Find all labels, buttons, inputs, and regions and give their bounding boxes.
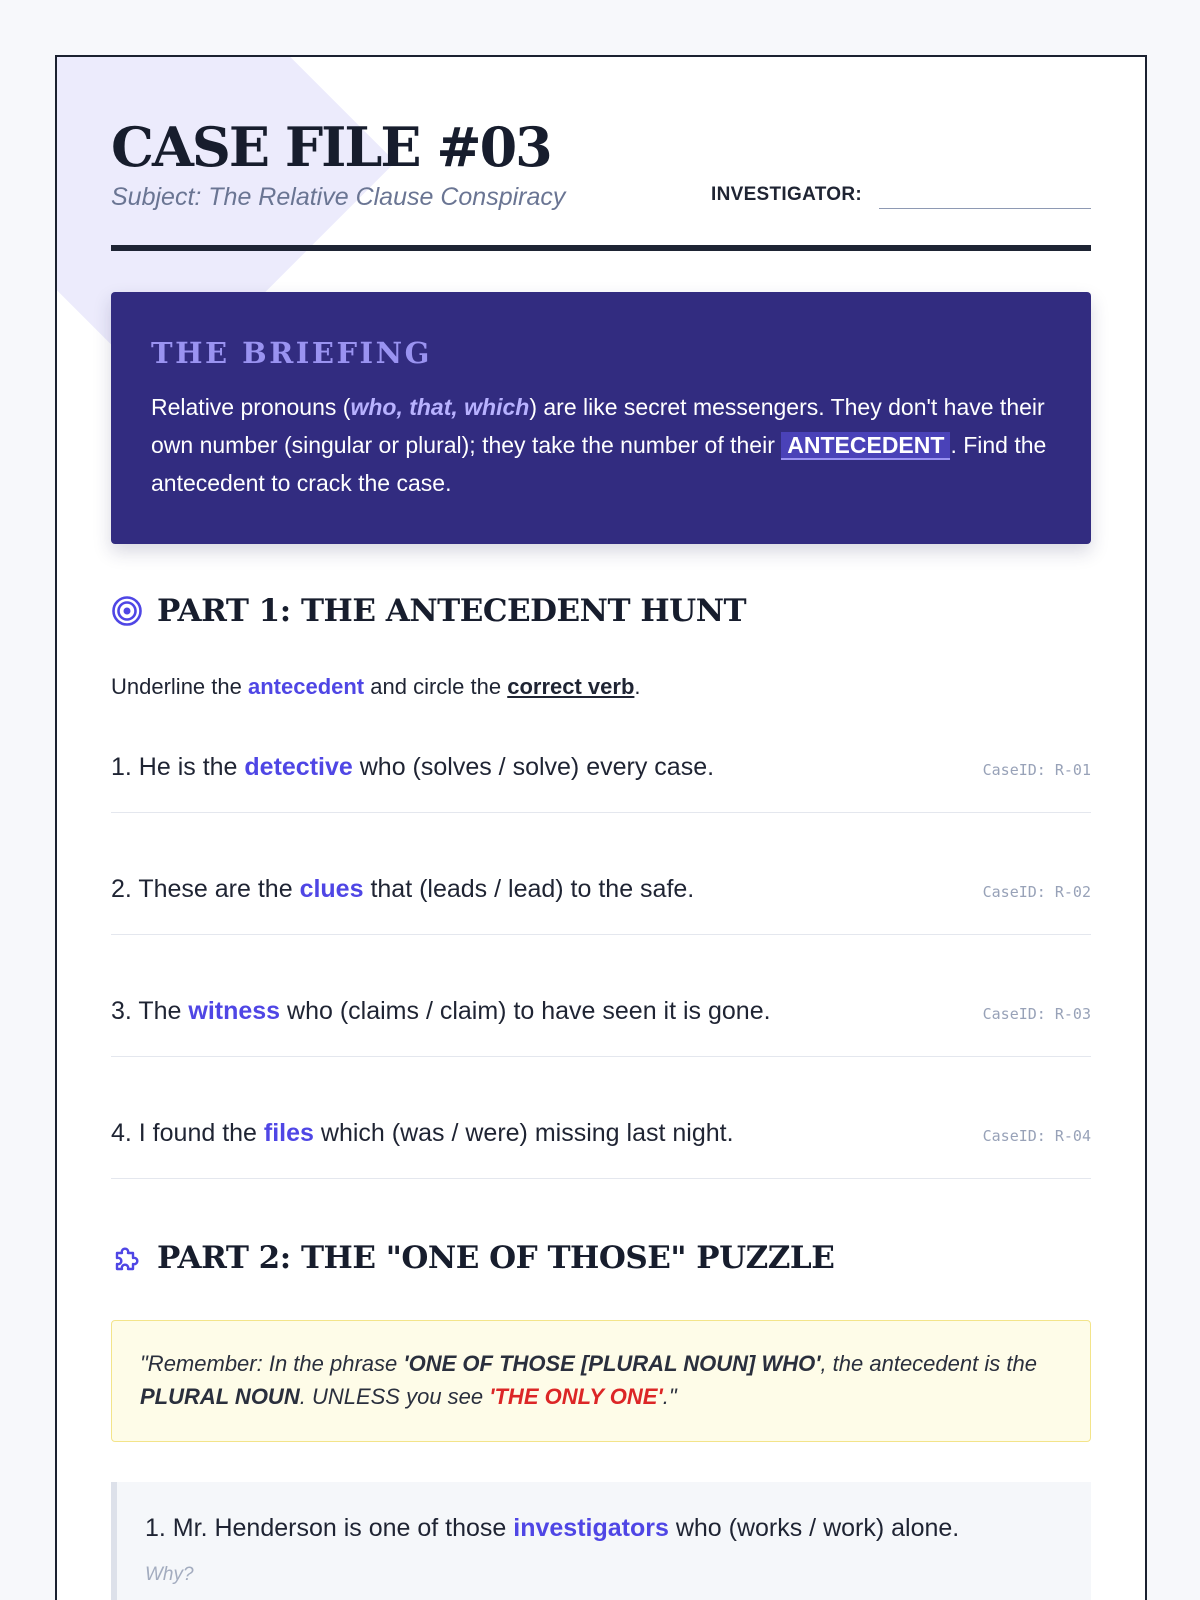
question-text <box>111 753 714 782</box>
question-antecedent[interactable]: files <box>263 1119 314 1147</box>
question-text <box>111 997 771 1026</box>
briefing-panel <box>111 292 1091 544</box>
question-row <box>111 1099 1091 1179</box>
question-post[interactable]: who (claims / claim) to have seen it is gone. <box>280 997 771 1025</box>
rule-callout <box>111 1320 1091 1442</box>
question-antecedent[interactable]: investigators <box>513 1514 669 1542</box>
briefing-text-1: Relative pronouns ( <box>151 394 351 420</box>
rule-text-4: ." <box>662 1384 677 1409</box>
rule-text-3: . UNLESS you see <box>299 1384 490 1409</box>
worksheet-sheet <box>55 55 1147 1600</box>
instructions-correct-verb: correct verb <box>507 674 635 699</box>
question-antecedent[interactable]: detective <box>244 753 353 781</box>
question-post[interactable]: who (solves / solve) every case. <box>352 753 715 781</box>
question-antecedent[interactable]: witness <box>188 997 281 1025</box>
instructions-text-3: . <box>634 674 641 699</box>
question-row <box>111 977 1091 1057</box>
briefing-antecedent-highlight: ANTECEDENT <box>781 432 950 460</box>
question-pre: 1. Mr. Henderson is one of those <box>145 1514 514 1542</box>
rule-text-1: "Remember: In the phrase <box>140 1351 404 1376</box>
investigator-label: INVESTIGATOR: <box>711 184 862 205</box>
part2-question-card <box>111 1482 1091 1600</box>
page-subtitle: Subject: The Relative Clause Conspiracy <box>111 183 566 211</box>
question-post[interactable]: that (leads / lead) to the safe. <box>363 875 695 903</box>
part1-heading <box>111 593 746 629</box>
question-row <box>111 733 1091 813</box>
rule-plural-noun: PLURAL NOUN <box>140 1384 300 1409</box>
header-divider <box>111 245 1091 251</box>
question-post[interactable]: who (works / work) alone. <box>668 1514 960 1542</box>
puzzle-icon <box>111 1242 143 1274</box>
rule-text-2: , the antecedent is the <box>820 1351 1037 1376</box>
part2-heading <box>111 1240 834 1276</box>
part1-heading-label: PART 1: THE ANTECEDENT HUNT <box>157 593 747 629</box>
instructions-text-1: Underline the <box>111 674 248 699</box>
investigator-name-field[interactable] <box>879 208 1091 209</box>
question-post[interactable]: which (was / were) missing last night. <box>313 1119 734 1147</box>
case-id: CaseID: R-04 <box>982 1127 1091 1145</box>
why-answer-field[interactable]: Why? <box>145 1564 194 1585</box>
target-icon <box>111 595 143 627</box>
briefing-text-3: . Find the antecedent to crack the case. <box>151 432 1047 496</box>
briefing-text <box>151 388 1051 502</box>
briefing-pronouns: who, that, which <box>350 394 530 420</box>
question-pre: 1. He is the <box>111 753 245 781</box>
question-pre: 2. These are the <box>111 875 300 903</box>
case-id: CaseID: R-02 <box>982 883 1091 901</box>
briefing-title: THE BRIEFING <box>151 336 432 370</box>
question-antecedent[interactable]: clues <box>299 875 364 903</box>
question-text <box>111 1119 734 1148</box>
case-id: CaseID: R-01 <box>982 761 1091 779</box>
part2-heading-label: PART 2: THE "ONE OF THOSE" PUZZLE <box>157 1240 835 1276</box>
page-title: CASE FILE #03 <box>111 115 551 179</box>
question-pre: 4. I found the <box>111 1119 264 1147</box>
briefing-text-2: ) are like secret messengers. They don't have their own number (singular or plural); they take the number of their <box>151 394 1045 458</box>
question-row <box>111 855 1091 935</box>
rule-exception: 'THE ONLY ONE' <box>489 1384 663 1409</box>
instructions-antecedent: antecedent <box>247 674 365 699</box>
question-pre: 3. The <box>111 997 189 1025</box>
part2-question-text <box>145 1514 959 1543</box>
case-id: CaseID: R-03 <box>982 1005 1091 1023</box>
question-text <box>111 875 694 904</box>
instructions-text-2: and circle the <box>364 674 508 699</box>
rule-phrase: 'ONE OF THOSE [PLURAL NOUN] WHO' <box>403 1351 821 1376</box>
part1-instructions <box>111 674 641 700</box>
